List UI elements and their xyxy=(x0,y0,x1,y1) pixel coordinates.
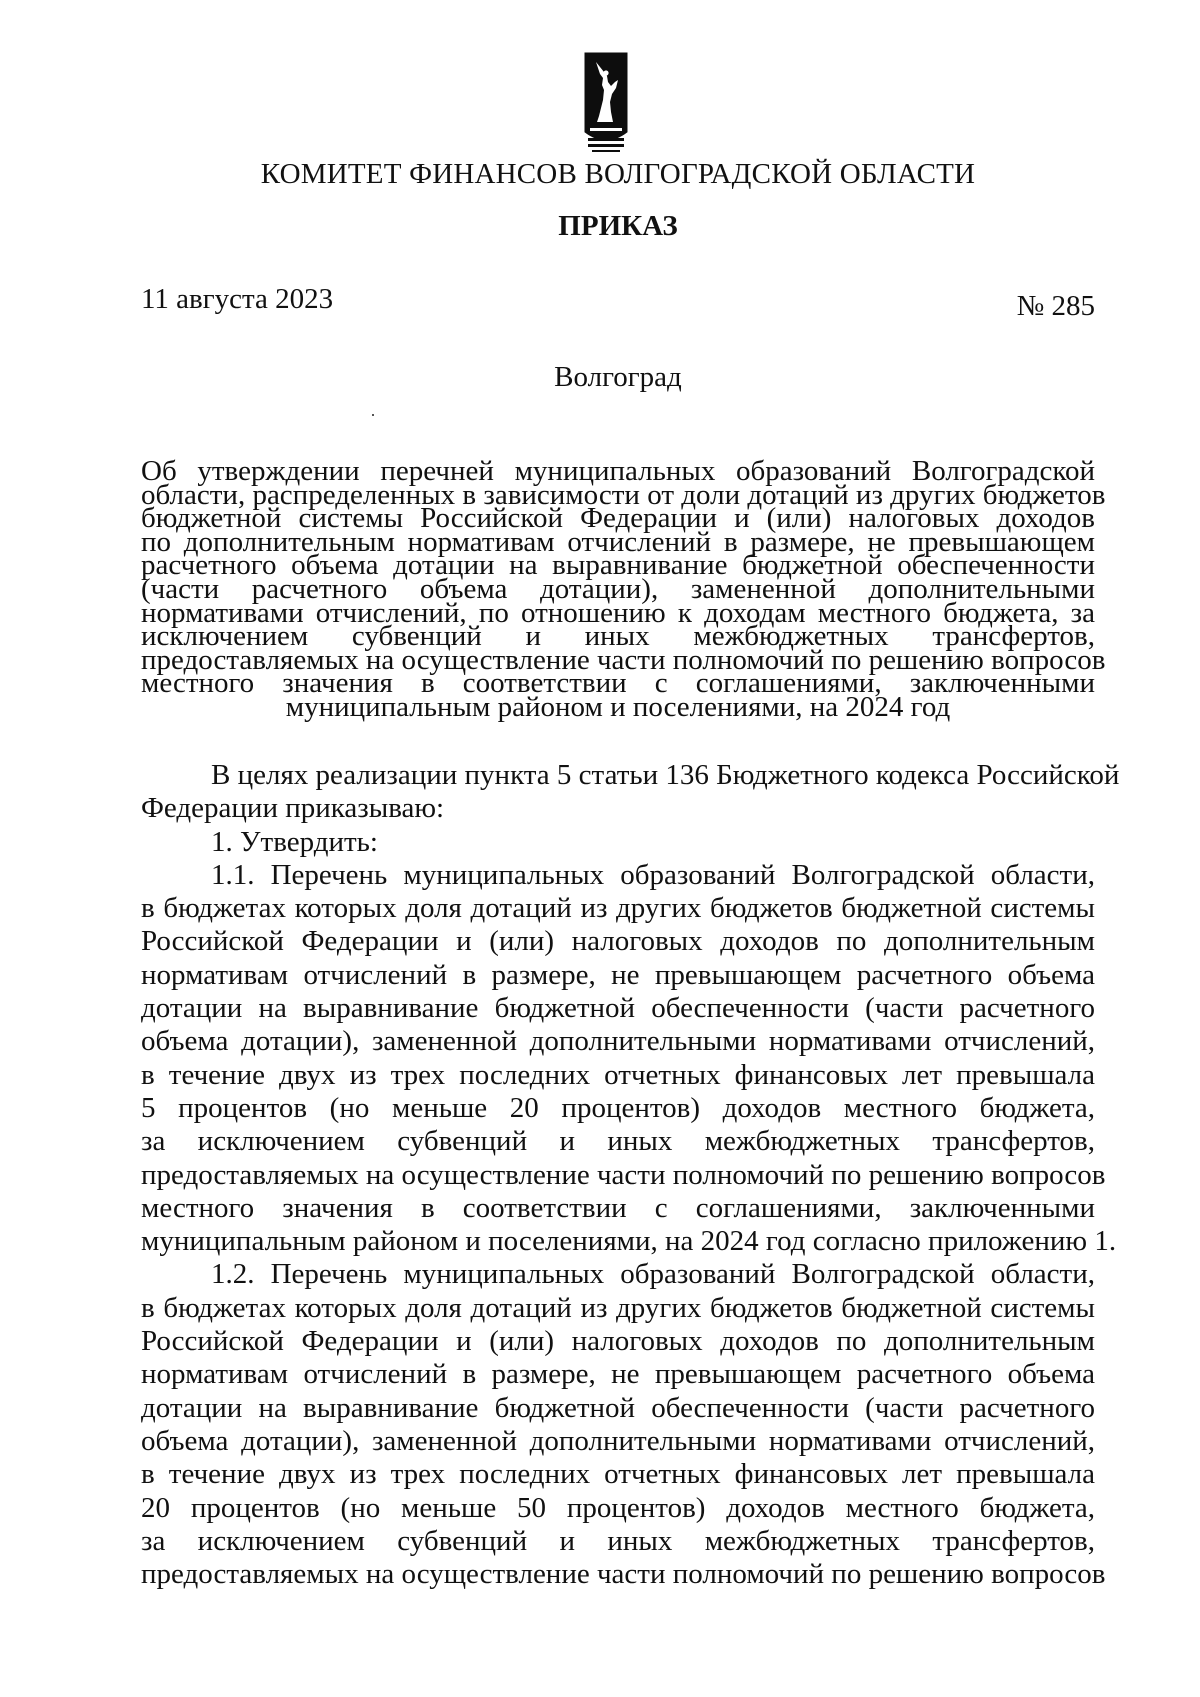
document-date: 11 августа 2023 xyxy=(141,283,334,315)
body-line: Федерации приказываю: xyxy=(141,792,445,825)
body-line: 1. Утвердить: xyxy=(211,825,378,858)
body-line: объема дотации), замененной дополнительными нормативами отчислений, xyxy=(141,1424,1095,1457)
body-line: предоставляемых на осуществление части полномочий по решению вопросов xyxy=(141,1558,1106,1591)
subject-line: предоставляемых на осуществление части полномочий по решению вопросов xyxy=(141,643,1106,676)
volgograd-coat-of-arms-icon xyxy=(584,52,628,154)
body-line: 5 процентов (но меньше 20 процентов) доходов местного бюджета, xyxy=(141,1091,1095,1124)
scan-speck xyxy=(372,414,374,416)
subject-line: расчетного объема дотации на выравнивание бюджетной обеспеченности xyxy=(141,549,1095,582)
subject-line: муниципальным районом и поселениями, на 2024 год xyxy=(285,690,951,723)
body-line: местного значения в соответствии с соглашениями, заключенными xyxy=(141,1191,1095,1224)
body-line: за исключением субвенций и иных межбюджетных трансфертов, xyxy=(141,1125,1095,1158)
subject-line: исключением субвенций и иных межбюджетных трансфертов, xyxy=(141,620,1095,653)
body-line: в течение двух из трех последних отчетных финансовых лет превышала xyxy=(141,1058,1095,1091)
body-line: нормативам отчислений в размере, не превышающем расчетного объема xyxy=(141,1358,1095,1391)
body-line: 1.2. Перечень муниципальных образований Волгоградской области, xyxy=(211,1258,1095,1291)
body-line: дотации на выравнивание бюджетной обеспеченности (части расчетного xyxy=(141,992,1095,1025)
body-line: 1.1. Перечень муниципальных образований Волгоградской области, xyxy=(211,858,1095,891)
subject-line: по дополнительным нормативам отчислений в размере, не превышающем xyxy=(141,525,1095,558)
body-line: Российской Федерации и (или) налоговых доходов по дополнительным xyxy=(141,1325,1095,1358)
subject-line: области, распределенных в зависимости от доли дотаций из других бюджетов xyxy=(141,478,1106,511)
body-line: Российской Федерации и (или) налоговых доходов по дополнительным xyxy=(141,925,1095,958)
body-line: дотации на выравнивание бюджетной обеспеченности (части расчетного xyxy=(141,1391,1095,1424)
document-subject xyxy=(141,455,1106,723)
subject-line: бюджетной системы Российской Федерации и (или) налоговых доходов xyxy=(141,502,1095,535)
subject-line: (части расчетного объема дотации), замененной дополнительными xyxy=(141,572,1095,605)
body-line: предоставляемых на осуществление части полномочий по решению вопросов xyxy=(141,1158,1106,1191)
document-type: ПРИКАЗ xyxy=(558,210,678,242)
subject-line: нормативами отчислений, по отношению к доходам местного бюджета, за xyxy=(141,596,1095,629)
body-line: в течение двух из трех последних отчетных финансовых лет превышала xyxy=(141,1458,1095,1491)
body-line: муниципальным районом и поселениями, на 2024 год согласно приложению 1. xyxy=(141,1225,1117,1258)
document-city: Волгоград xyxy=(554,361,682,393)
body-line: в бюджетах которых доля дотаций из других бюджетов бюджетной системы xyxy=(141,892,1095,925)
document-body xyxy=(141,759,1120,1591)
subject-line: местного значения в соответствии с соглашениями, заключенными xyxy=(141,667,1095,700)
body-line: объема дотации), замененной дополнительными нормативами отчислений, xyxy=(141,1025,1095,1058)
subject-line: Об утверждении перечней муниципальных образований Волгоградской xyxy=(141,455,1095,487)
body-line: нормативам отчислений в размере, не превышающем расчетного объема xyxy=(141,958,1095,991)
body-line: В целях реализации пункта 5 статьи 136 Бюджетного кодекса Российской xyxy=(211,759,1120,791)
body-line: в бюджетах которых доля дотаций из других бюджетов бюджетной системы xyxy=(141,1291,1095,1324)
document-number: № 285 xyxy=(1016,290,1095,322)
body-line: за исключением субвенций и иных межбюджетных трансфертов, xyxy=(141,1524,1095,1557)
issuer-title: КОМИТЕТ ФИНАНСОВ ВОЛГОГРАДСКОЙ ОБЛАСТИ xyxy=(260,158,976,190)
body-line: 20 процентов (но меньше 50 процентов) доходов местного бюджета, xyxy=(141,1491,1095,1524)
